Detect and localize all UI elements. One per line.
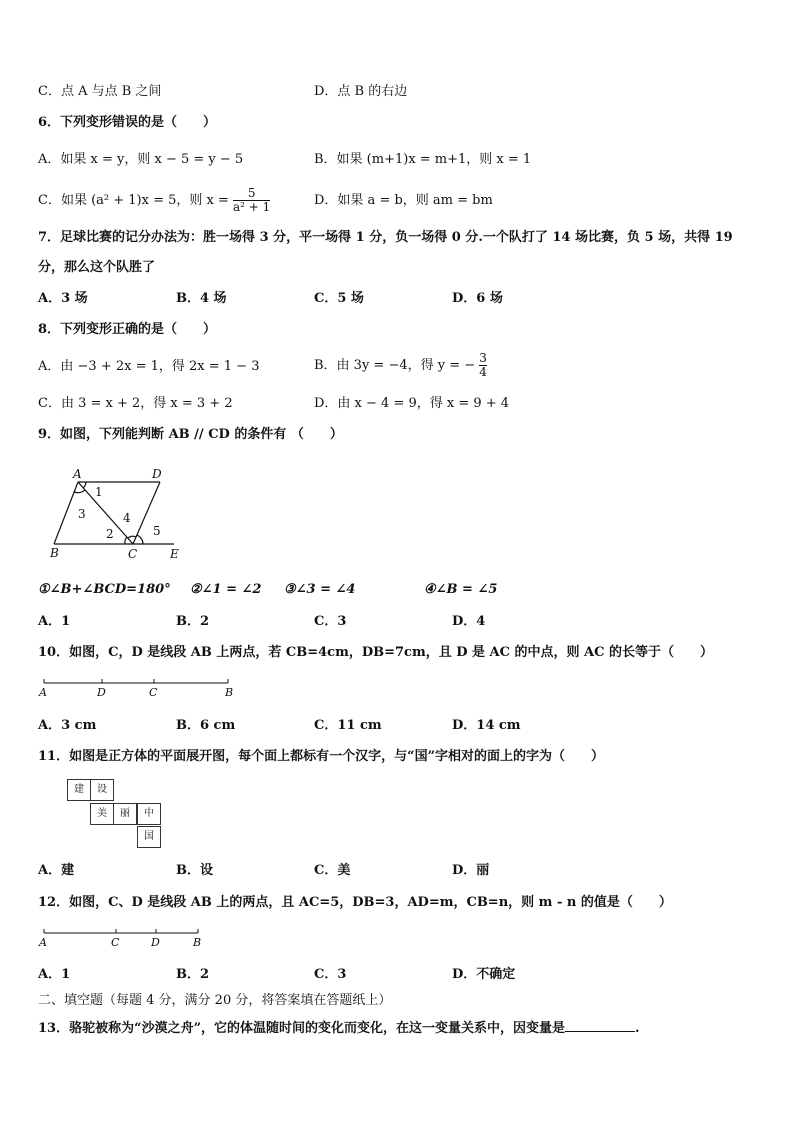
q12-stem: 12．如图，C、D 是线段 AB 上的两点，且 AC=5，DB=3，AD=m，CB=n，则 m - n 的值是（ ）	[38, 895, 672, 910]
q6-option-c-text: C．如果 (a² + 1)x = 5，则 x =	[38, 193, 229, 208]
q9-condition-1: ①∠B+∠BCD=180°	[38, 582, 171, 597]
q9-option-d: D．4	[452, 614, 486, 629]
label-a: A	[73, 467, 82, 481]
angle-3-arc	[74, 490, 85, 493]
q11-option-b: B．设	[176, 863, 213, 878]
label-e: E	[170, 547, 179, 561]
q10-option-d: D．14 cm	[452, 718, 521, 733]
q13-end: .	[635, 1021, 640, 1036]
point-label-b: B	[225, 686, 234, 698]
angle-1-arc	[83, 482, 86, 488]
point-label-a: A	[39, 686, 47, 698]
net-cell-mei: 美	[90, 803, 114, 825]
q6-option-c-numerator: 5	[247, 186, 256, 200]
q9-condition-2: ②∠1 = ∠2	[190, 582, 262, 597]
q12-segment-figure	[36, 926, 212, 948]
q6-option-b: B．如果 (m+1)x = m+1，则 x = 1	[314, 152, 532, 167]
q8-option-d: D．由 x − 4 = 9，得 x = 9 + 4	[314, 396, 510, 411]
angle-2-arc	[125, 537, 127, 544]
q10-option-a: A．3 cm	[38, 718, 97, 733]
point-label-b: B	[193, 936, 202, 948]
q10-option-b: B．6 cm	[176, 718, 236, 733]
label-c: C	[128, 547, 138, 561]
label-d: D	[152, 467, 162, 481]
net-cell-zhong: 中	[137, 803, 161, 825]
q9-option-b: B．2	[176, 614, 210, 629]
q9-option-a: A．1	[38, 614, 71, 629]
q6-option-d: D．如果 a = b，则 am = bm	[314, 193, 493, 208]
angle-label-4: 4	[123, 511, 131, 525]
segment-ab	[54, 482, 78, 544]
q11-option-a: A．建	[38, 863, 75, 878]
q7-option-a: A．3 场	[38, 291, 88, 306]
q7-option-b: B．4 场	[176, 291, 227, 306]
q5-option-c: C．点 A 与点 B 之间	[38, 84, 162, 99]
q12-option-c: C．3	[314, 967, 347, 982]
q6-option-c	[38, 184, 270, 218]
point-label-a: A	[39, 936, 47, 948]
point-label-c: C	[111, 936, 120, 948]
q10-segment-figure	[36, 676, 246, 698]
q8-option-b-fraction	[479, 352, 487, 379]
q8-option-b-numerator: 3	[479, 351, 487, 365]
angle-label-2: 2	[106, 527, 114, 541]
label-b: B	[50, 546, 59, 560]
q10-stem: 10．如图，C，D 是线段 AB 上两点，若 CB=4cm，DB=7cm，且 D 是 AC 的中点，则 AC 的长等于（ ）	[38, 645, 713, 660]
angle-4-arc	[128, 536, 136, 538]
q11-option-c: C．美	[314, 863, 351, 878]
angle-label-5: 5	[153, 524, 161, 538]
q10-option-c: C．11 cm	[314, 718, 382, 733]
q9-option-c: C．3	[314, 614, 347, 629]
q13-stem	[38, 1019, 640, 1038]
angle-label-3: 3	[78, 507, 86, 521]
q6-option-c-fraction	[233, 187, 270, 214]
q9-condition-4: ④∠B = ∠5	[424, 582, 498, 597]
q12-option-b: B．2	[176, 967, 210, 982]
q9-parallelogram-figure	[40, 462, 200, 562]
section-fill-in-heading: 二、填空题（每题 4 分，满分 20 分，将答案填在答题纸上）	[38, 993, 392, 1008]
q11-option-d: D．丽	[452, 863, 490, 878]
q8-option-b-denominator: 4	[479, 365, 487, 379]
net-cell-guo: 国	[137, 826, 161, 848]
q12-option-a: A．1	[38, 967, 71, 982]
q8-stem: 8．下列变形正确的是（ ）	[38, 322, 217, 337]
q7-stem-line2: 分，那么这个队胜了	[38, 260, 156, 275]
angle-5-arc	[137, 535, 143, 544]
q7-option-c: C．5 场	[314, 291, 364, 306]
q7-option-d: D．6 场	[452, 291, 503, 306]
q5-option-d: D．点 B 的右边	[314, 84, 408, 99]
q9-condition-3: ③∠3 = ∠4	[284, 582, 356, 597]
point-label-d: D	[97, 686, 106, 698]
q6-option-a: A．如果 x = y，则 x − 5 = y − 5	[38, 152, 244, 167]
net-cell-jian: 建	[67, 779, 91, 801]
q12-option-d: D．不确定	[452, 967, 516, 982]
angle-label-1: 1	[95, 485, 103, 499]
q11-stem: 11．如图是正方体的平面展开图，每个面上都标有一个汉字，与“国”字相对的面上的字为（ ）	[38, 749, 605, 764]
q8-option-b-text: B．由 3y = −4，得 y = −	[314, 358, 476, 373]
q13-answer-blank[interactable]	[565, 1019, 635, 1032]
q7-stem-line1: 7．足球比赛的记分办法为：胜一场得 3 分，平一场得 1 分，负一场得 0 分.一个队打了 14 场比赛，负 5 场，共得 19	[38, 230, 733, 245]
q8-option-a: A．由 −3 + 2x = 1，得 2x = 1 − 3	[38, 359, 260, 374]
point-label-c: C	[149, 686, 158, 698]
q6-stem: 6．下列变形错误的是（ ）	[38, 115, 217, 130]
net-cell-li: 丽	[113, 803, 137, 825]
net-cell-she: 设	[90, 779, 114, 801]
q8-option-c: C．由 3 = x + 2，得 x = 3 + 2	[38, 396, 233, 411]
q6-option-c-denominator: a² + 1	[233, 200, 271, 214]
q8-option-b	[314, 348, 487, 384]
q9-stem: 9．如图，下列能判断 AB // CD 的条件有 （ ）	[38, 427, 343, 442]
q13-text: 13．骆驼被称为“沙漠之舟”，它的体温随时间的变化而变化，在这一变量关系中，因变量是	[38, 1021, 566, 1036]
point-label-d: D	[151, 936, 160, 948]
